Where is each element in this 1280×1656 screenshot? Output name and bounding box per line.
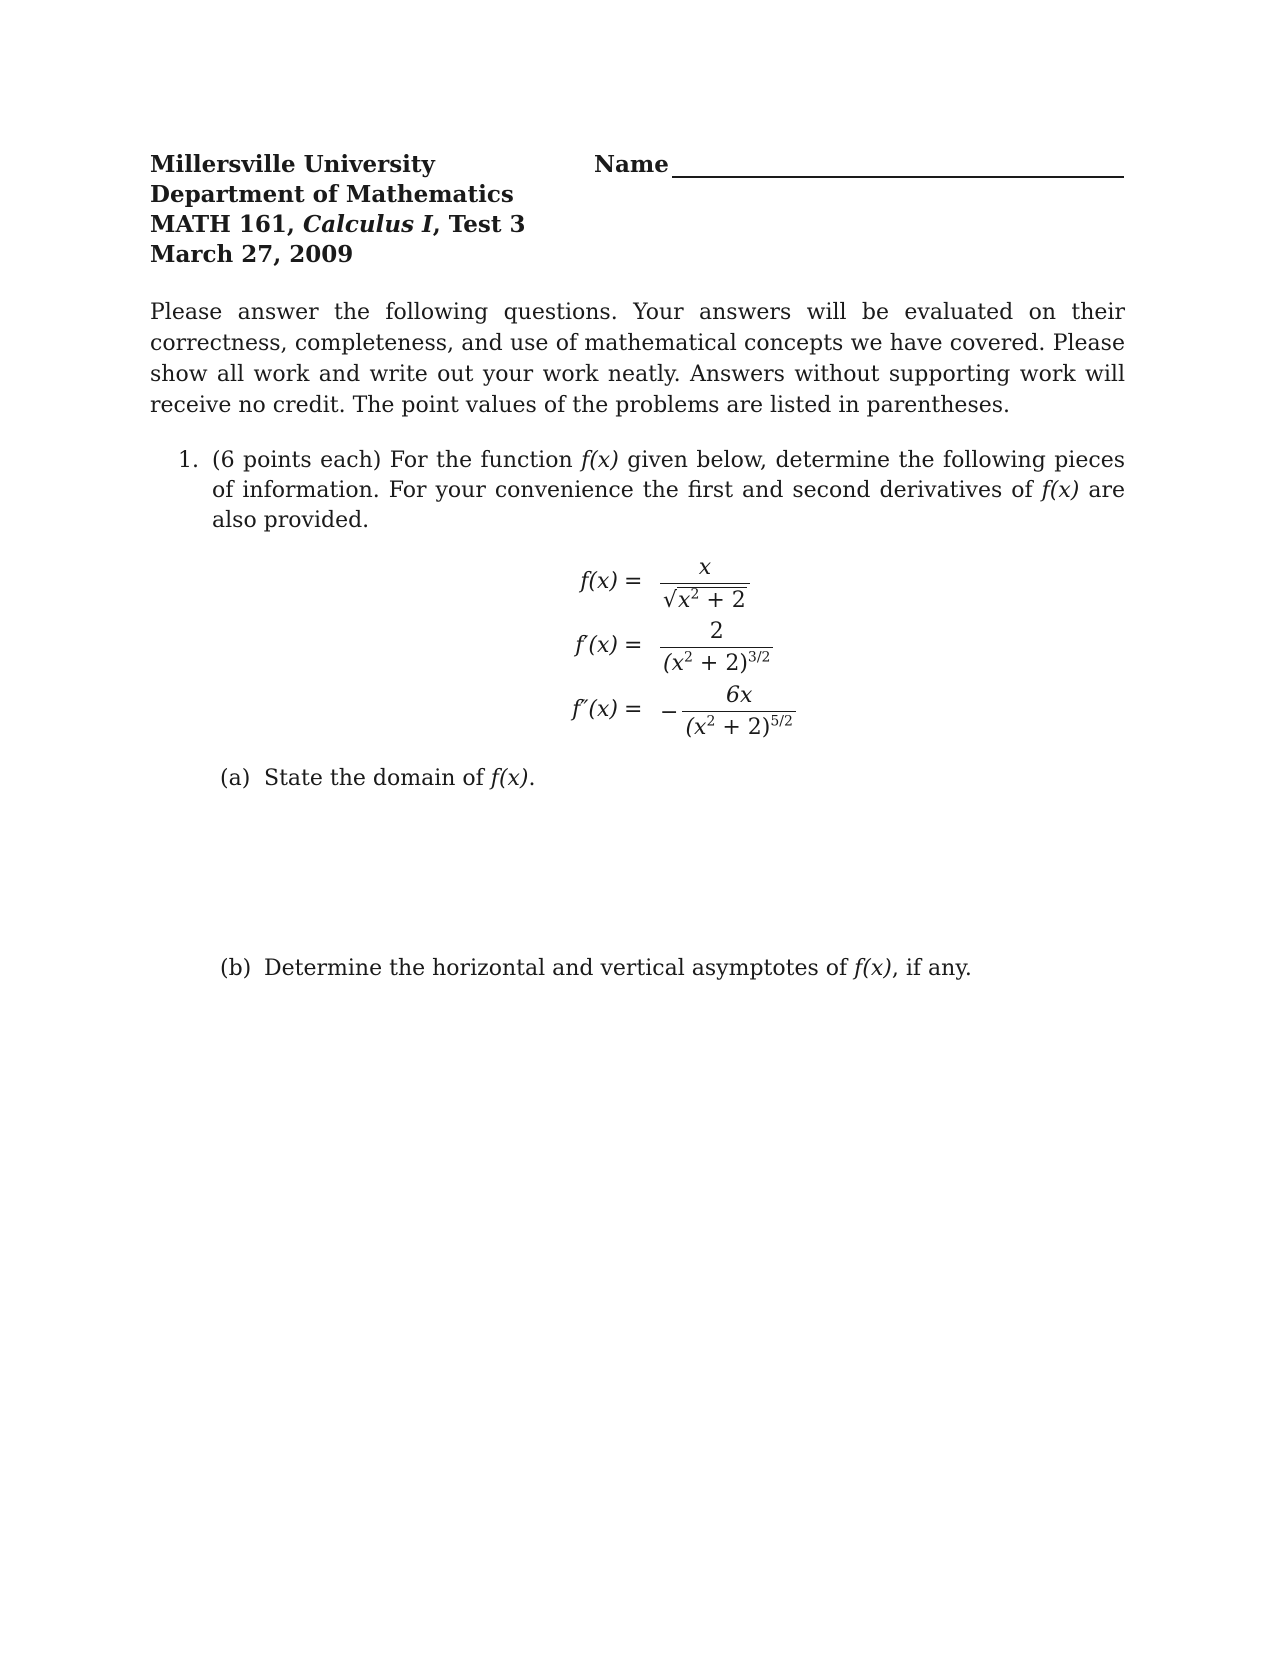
- problem-number: 1.: [178, 448, 199, 473]
- exponent: 2: [706, 713, 716, 730]
- part-label: (b): [220, 956, 252, 981]
- equation-block: [520, 552, 840, 744]
- course-name: Calculus I: [302, 211, 433, 238]
- fraction: [660, 555, 750, 614]
- statement-part: (6 points each) For the function: [212, 448, 582, 473]
- denom-base: (x: [685, 715, 707, 740]
- course-line: [150, 210, 526, 240]
- exam-date: March 27, 2009: [150, 241, 354, 268]
- equals-sign: =: [624, 633, 643, 658]
- name-label: Name: [594, 151, 669, 178]
- equation-lhs: f″(x): [572, 697, 618, 722]
- course-header: [150, 150, 526, 270]
- minus-sign: −: [660, 699, 679, 725]
- equation-f: [520, 552, 840, 616]
- part-a: [220, 764, 536, 794]
- denom-base: x: [678, 587, 691, 613]
- equals-sign: =: [624, 697, 643, 722]
- equation-rhs: [660, 552, 750, 616]
- function-symbol: f(x): [490, 766, 529, 791]
- university-name: Millersville University: [150, 151, 435, 178]
- course-code: MATH 161,: [150, 211, 295, 238]
- exponent: 2: [684, 649, 693, 666]
- outer-exponent: 5/2: [770, 713, 793, 730]
- problem-statement: [212, 446, 1125, 536]
- statement-part: are also provided.: [212, 478, 1125, 533]
- instructions: Please answer the following questions. Your answers will be evaluated on their correctness, completeness, and use of mathematical concepts we have covered. Please show all work and write out your work neatly. Answers without supporting work will receive no credit. The point values of the problems are listed in parentheses.: [150, 300, 1125, 418]
- fraction-denominator: [682, 711, 795, 741]
- fraction-numerator: 6x: [725, 683, 753, 708]
- fraction-denominator: [660, 583, 750, 614]
- fraction: [682, 683, 795, 741]
- part-b: [220, 954, 972, 984]
- part-tail: .: [528, 766, 536, 791]
- test-label: , Test 3: [432, 211, 526, 238]
- statement-part: given below, determine the following pieces of information. For your convenience the first and second derivatives of: [212, 448, 1125, 503]
- department-name: Department of Mathematics: [150, 181, 514, 208]
- function-symbol: f(x): [581, 448, 619, 473]
- equation-f-double-prime: [520, 680, 840, 744]
- denom-tail: + 2: [699, 587, 746, 613]
- function-symbol: f(x): [854, 956, 892, 981]
- part-tail: , if any.: [891, 956, 972, 981]
- function-symbol: f(x): [1041, 478, 1080, 503]
- exponent: 2: [690, 586, 700, 603]
- denom-tail: + 2): [692, 651, 748, 676]
- denom-tail: + 2): [715, 715, 771, 740]
- equation-f-prime: [520, 616, 840, 680]
- sqrt-radicand: [677, 587, 747, 614]
- problem-1: [178, 446, 1125, 536]
- fraction-numerator: x: [698, 554, 712, 580]
- part-label: (a): [220, 766, 251, 791]
- sqrt-symbol: √: [663, 587, 678, 613]
- equation-rhs: [660, 616, 773, 680]
- equation-lhs: f′(x): [575, 633, 618, 658]
- equals-sign: =: [624, 569, 643, 594]
- equation-lhs: f(x): [580, 569, 618, 594]
- outer-exponent: 3/2: [747, 649, 771, 666]
- part-text: Determine the horizontal and vertical asymptotes of: [264, 956, 855, 981]
- name-field-line[interactable]: [672, 176, 1124, 178]
- part-text: State the domain of: [264, 766, 491, 791]
- denom-base: (x: [663, 651, 684, 676]
- fraction-denominator: [660, 647, 773, 677]
- fraction: [660, 619, 773, 677]
- fraction-numerator: 2: [709, 619, 724, 644]
- equation-rhs: [660, 680, 796, 744]
